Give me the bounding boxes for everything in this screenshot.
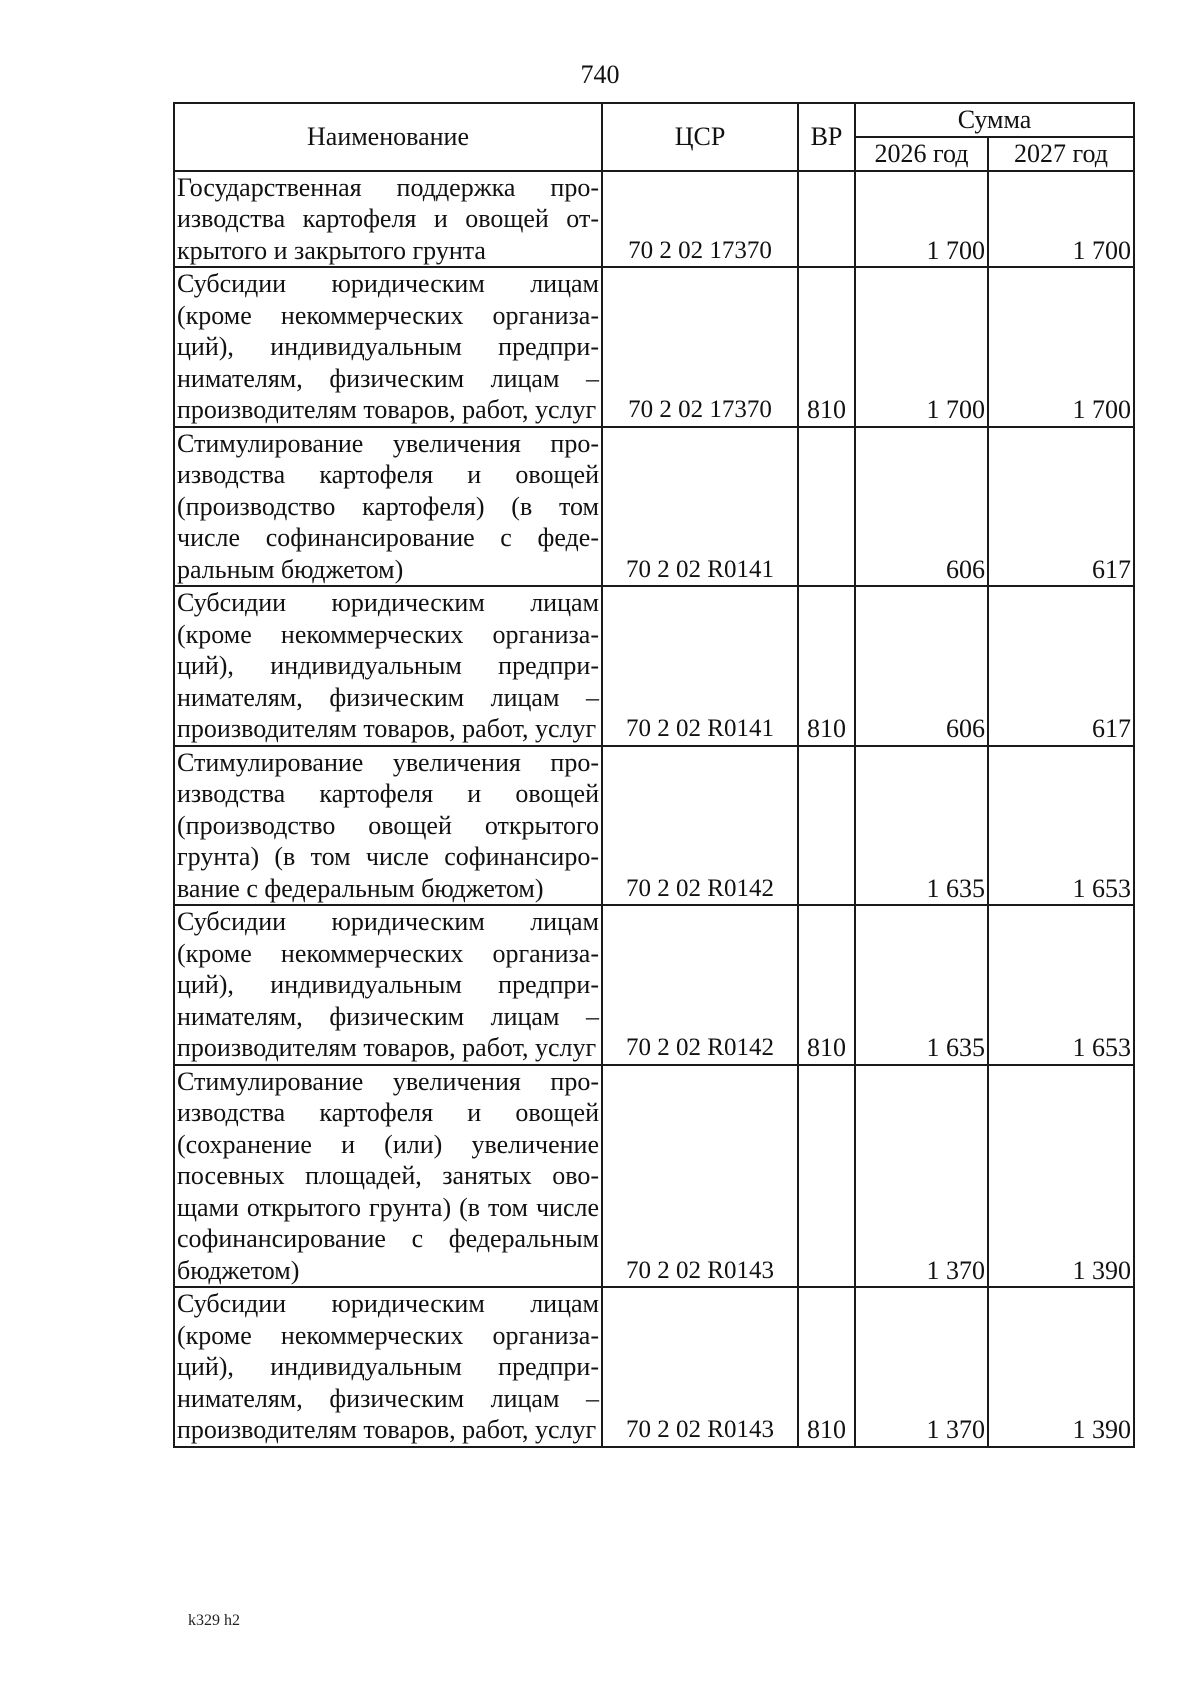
row-name-cell: Субсидии юридическим лицам (кроме некоммерческих организаций), индивидуальным предпринимателям, физическим лицам – производителям товаров, работ, услуг	[174, 1287, 602, 1447]
row-name-cell: Субсидии юридическим лицам (кроме некоммерческих организаций), индивидуальным предпринимателям, физическим лицам – производителям товаров, работ, услуг	[174, 905, 602, 1065]
row-sum-2027-cell: 1 700	[988, 267, 1134, 427]
row-csr-cell: 70 2 02 17370	[602, 171, 798, 268]
table-header-row	[174, 103, 1134, 137]
header-vr: ВР	[798, 103, 855, 171]
row-csr-cell: 70 2 02 17370	[602, 267, 798, 427]
row-name-cell: Государственная поддержка производства картофеля и овощей открытого и закрытого грунта	[174, 171, 602, 268]
row-name-cell: Стимулирование увеличения производства картофеля и овощей (сохранение и (или) увеличение посевных площадей, занятых овощами открытого грунта) (в том числе софинансирование с федеральным бюджетом)	[174, 1065, 602, 1288]
row-sum-2027-cell: 1 700	[988, 171, 1134, 268]
budget-table	[173, 102, 1135, 1448]
row-sum-2026-cell: 606	[855, 427, 988, 587]
table-row	[174, 1065, 1134, 1288]
row-csr-cell: 70 2 02 R0142	[602, 905, 798, 1065]
row-vr-cell	[798, 427, 855, 587]
row-sum-2027-cell: 1 390	[988, 1065, 1134, 1288]
row-vr-cell: 810	[798, 1287, 855, 1447]
table-row	[174, 746, 1134, 906]
row-sum-2027-cell: 1 653	[988, 746, 1134, 906]
header-year-2026: 2026 год	[855, 137, 988, 171]
row-csr-cell: 70 2 02 R0143	[602, 1065, 798, 1288]
row-csr-cell: 70 2 02 R0143	[602, 1287, 798, 1447]
row-vr-cell: 810	[798, 267, 855, 427]
table-row	[174, 586, 1134, 746]
row-name-cell: Субсидии юридическим лицам (кроме некоммерческих организаций), индивидуальным предпринимателям, физическим лицам – производителям товаров, работ, услуг	[174, 586, 602, 746]
table-body	[174, 171, 1134, 1447]
row-name-cell: Субсидии юридическим лицам (кроме некоммерческих организаций), индивидуальным предпринимателям, физическим лицам – производителям товаров, работ, услуг	[174, 267, 602, 427]
table-row	[174, 905, 1134, 1065]
row-sum-2027-cell: 617	[988, 427, 1134, 587]
row-sum-2026-cell: 1 700	[855, 171, 988, 268]
table-row	[174, 171, 1134, 268]
row-sum-2026-cell: 1 635	[855, 905, 988, 1065]
header-name: Наименование	[174, 103, 602, 171]
row-sum-2026-cell: 1 700	[855, 267, 988, 427]
header-year-2027: 2027 год	[988, 137, 1134, 171]
row-sum-2026-cell: 606	[855, 586, 988, 746]
row-csr-cell: 70 2 02 R0142	[602, 746, 798, 906]
footer-code: k329 h2	[188, 1612, 240, 1629]
row-sum-2026-cell: 1 370	[855, 1065, 988, 1288]
row-sum-2027-cell: 617	[988, 586, 1134, 746]
row-sum-2027-cell: 1 390	[988, 1287, 1134, 1447]
table-row	[174, 427, 1134, 587]
row-vr-cell	[798, 171, 855, 268]
table-row	[174, 1287, 1134, 1447]
row-sum-2026-cell: 1 370	[855, 1287, 988, 1447]
row-name-cell: Стимулирование увеличения производства картофеля и овощей (производство картофеля) (в том числе софинансирование с федеральным бюджетом)	[174, 427, 602, 587]
row-vr-cell	[798, 1065, 855, 1288]
row-sum-2027-cell: 1 653	[988, 905, 1134, 1065]
row-vr-cell: 810	[798, 905, 855, 1065]
row-vr-cell	[798, 746, 855, 906]
row-vr-cell: 810	[798, 586, 855, 746]
row-csr-cell: 70 2 02 R0141	[602, 427, 798, 587]
row-sum-2026-cell: 1 635	[855, 746, 988, 906]
table-row	[174, 267, 1134, 427]
header-sum: Сумма	[855, 103, 1134, 137]
row-csr-cell: 70 2 02 R0141	[602, 586, 798, 746]
row-name-cell: Стимулирование увеличения производства картофеля и овощей (производство овощей открытого грунта) (в том числе софинансирование с федеральным бюджетом)	[174, 746, 602, 906]
header-csr: ЦСР	[602, 103, 798, 171]
page-number: 740	[580, 60, 620, 89]
